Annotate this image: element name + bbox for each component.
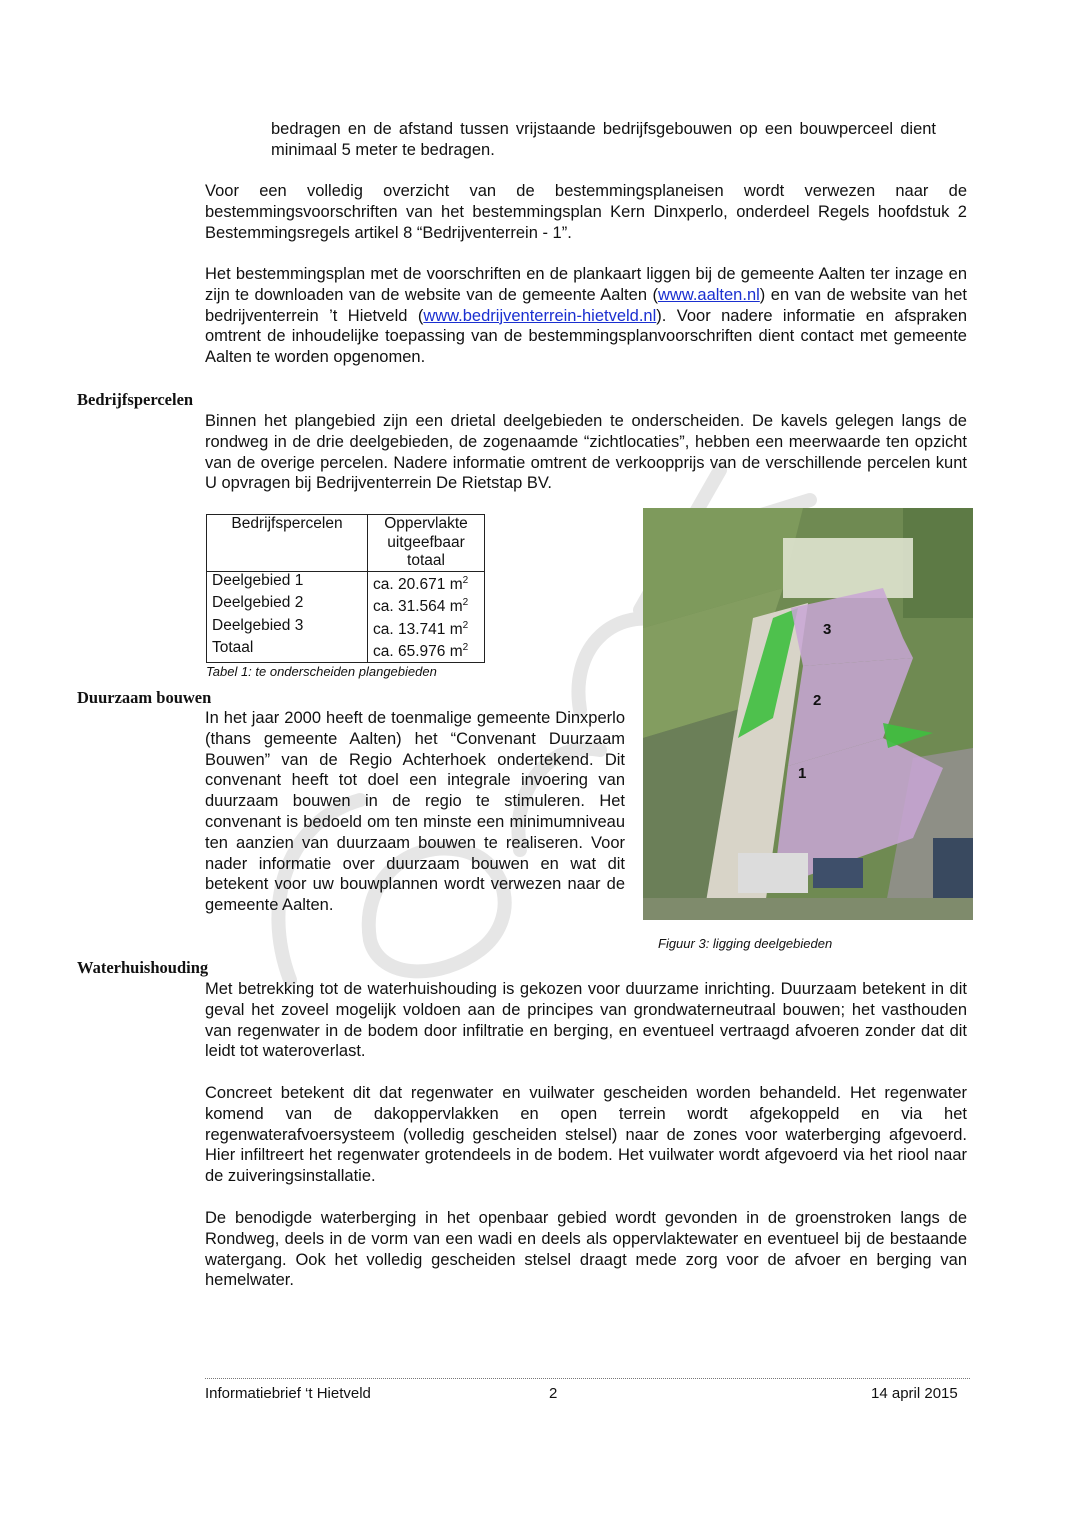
plan-paragraph xyxy=(205,264,967,368)
table-header-area: Oppervlakte uitgeefbaar totaal xyxy=(368,515,485,572)
table-cell-area: ca. 31.564 $m^2$ xyxy=(368,594,485,617)
water-paragraph-1: Met betrekking tot de waterhuishouding is gekozen voor duurzame inrichting. Duurzaam betekent in dit geval het zoveel mogelijk voldoen aan de principes van grondwaterneutraal bouwen; het vasthouden van regenwater in de bodem door infiltratie en berging, en eventueel vertraagd afvoeren zonder dat dit leidt tot wateroverlast. xyxy=(205,980,967,1061)
table-row xyxy=(207,571,485,594)
table-cell-name: Deelgebied 2 xyxy=(207,594,368,617)
map-label-1: 1 xyxy=(798,765,807,782)
plan-text-part2: ) en van de website van het bedrijventerrein ’t Hietveld ( xyxy=(205,285,967,325)
table-cell-name: Totaal xyxy=(207,639,368,662)
aerial-map-image xyxy=(643,508,973,920)
water-paragraph-3: De benodigde waterberging in het openbaar gebied wordt gevonden in de groenstroken langs de Rondweg, deels in de vorm van een wadi en deels als oppervlaktewater en eventueel bij de bestaande watergang. Ook het volledig gescheiden stelsel draagt mede zorg voor de afvoer en berging van hemelwater. xyxy=(205,1209,967,1290)
table-cell-area: ca. 65.976 $m^2$ xyxy=(368,639,485,662)
table-header-plots: Bedrijfspercelen xyxy=(207,515,368,572)
plots-heading: Bedrijfspercelen xyxy=(77,390,194,409)
footer-divider xyxy=(205,1378,970,1379)
table-row xyxy=(207,617,485,640)
table-cell-name: Deelgebied 1 xyxy=(207,571,368,594)
table-cell-area: ca. 20.671 $m^2$ xyxy=(368,571,485,594)
hietveld-link[interactable]: www.bedrijventerrein-hietveld.nl xyxy=(423,306,657,325)
plots-table-wrapper xyxy=(206,514,485,679)
footer-left: Informatiebrief ‘t Hietveld xyxy=(205,1385,371,1402)
aalten-link[interactable]: www.aalten.nl xyxy=(657,285,760,304)
water-heading: Waterhuishouding xyxy=(77,958,209,977)
table-row xyxy=(207,594,485,617)
sustainable-heading: Duurzaam bouwen xyxy=(77,688,212,707)
water-paragraph-2: Concreet betekent dit dat regenwater en vuilwater gescheiden worden behandeld. Het regenwater komend van de dakoppervlakken en open terrein wordt afgekoppeld en via het regenwaterafvoersysteem (volledig gescheiden stelsel) naar de zones voor waterberging afgevoerd. Hier infiltreert het regenwater grotendeels in de bodem. Het vuilwater wordt afgevoerd via het riool naar de zuiveringsinstallatie. xyxy=(205,1084,967,1186)
aerial-map-figure xyxy=(643,508,973,920)
map-label-2: 2 xyxy=(813,692,822,709)
plan-text-part3: ). Voor nadere informatie en afspraken omtrent de inhoudelijke toepassing van de bestemmingsplanvoorschriften dient contact met gemeente Aalten te worden opgenomen. xyxy=(205,306,967,367)
plots-table xyxy=(206,514,485,663)
intro-continued-text: bedragen en de afstand tussen vrijstaande bedrijfsgebouwen op een bouwperceel dient minimaal 5 meter te bedragen. xyxy=(271,120,936,159)
map-label-3: 3 xyxy=(823,621,832,638)
plots-paragraph: Binnen het plangebied zijn een drietal deelgebieden te onderscheiden. De kavels gelegen langs de rondweg in de drie deelgebieden, de zogenaamde “zichtlocaties”, hebben een meerwaarde ten opzicht van de overige percelen. Nadere informatie omtrent de verkoopprijs van de verschillende percelen kunt U opvragen bij Bedrijventerrein De Rietstap BV. xyxy=(205,412,967,493)
plan-text-part1: Het bestemmingsplan met de voorschriften en de plankaart liggen bij de gemeente Aalten ter inzage en zijn te downloaden van de website van de gemeente Aalten ( xyxy=(205,265,967,304)
table-cell-name: Deelgebied 3 xyxy=(207,617,368,640)
sustainable-paragraph: In het jaar 2000 heeft de toenmalige gemeente Dinxperlo (thans gemeente Aalten) het “Convenant Duurzaam Bouwen” van de Regio Achterhoek ondertekend. Dit convenant heeft tot doel een integrale invoering van duurzaam bouwen in de regio te stimuleren. Het convenant is bedoeld om ten minste een minimumniveau ten aanzien van duurzaam bouwen te realiseren. Voor nader informatie over duurzaam bouwen en wat dit betekent voor uw bouwplannen wordt verwezen naar de gemeente Aalten. xyxy=(205,709,625,915)
overview-paragraph: Voor een volledig overzicht van de bestemmingsplaneisen wordt verwezen naar de bestemmingsvoorschriften van het bestemmingsplan Kern Dinxperlo, onderdeel Regels hoofdstuk 2 Bestemmingsregels artikel 8 “Bedrijventerrein - 1”. xyxy=(205,182,967,242)
footer-date: 14 april 2015 xyxy=(871,1385,958,1402)
table-row xyxy=(207,639,485,662)
table-cell-area: ca. 13.741 $m^2$ xyxy=(368,617,485,640)
figure-caption: Figuur 3: ligging deelgebieden xyxy=(658,936,833,951)
footer-page-number: 2 xyxy=(549,1385,558,1402)
table-caption: Tabel 1: te onderscheiden plangebieden xyxy=(206,664,437,680)
